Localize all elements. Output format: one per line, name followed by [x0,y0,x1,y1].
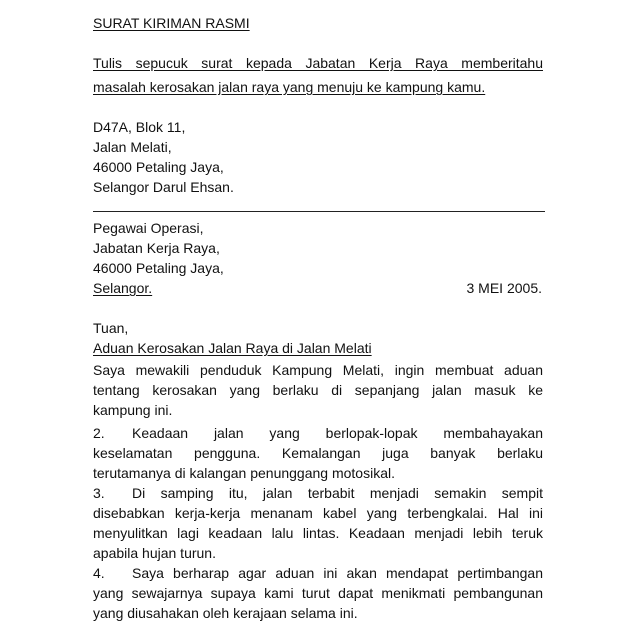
letter-heading: SURAT KIRIMAN RASMI [93,15,250,31]
paragraph-4-line [93,563,543,583]
sender-address-line: 46000 Petaling Jaya, [93,159,224,175]
paragraph-3-line: disebabkan kerja-kerja menanam kabel yang terbengkalai. Hal ini [93,505,543,521]
paragraph-3-line [93,483,543,503]
letter-date: 3 MEI 2005. [466,280,542,296]
paragraph-number: 4. [93,565,105,581]
letter-subject: Aduan Kerosakan Jalan Raya di Jalan Melati [93,340,372,356]
paragraph-text: Keadaan jalan yang berlopak-lopak membahayakan [132,425,543,441]
recipient-address-line: Pegawai Operasi, [93,220,204,236]
paragraph-1-line: Saya mewakili penduduk Kampung Melati, ingin membuat aduan [93,362,543,378]
paragraph-2-line: terutamanya di kalangan penunggang motosikal. [93,465,395,481]
paragraph-text: Saya berharap agar aduan ini akan mendapat pertimbangan [132,565,543,581]
paragraph-number: 2. [93,425,105,441]
instruction-line: masalah kerosakan jalan raya yang menuju ke kampung kamu. [93,79,486,95]
sender-address-line: D47A, Blok 11, [93,119,186,135]
paragraph-text: Di samping itu, jalan terbabit menjadi semakin sempit [132,485,543,501]
paragraph-3-line: menyulitkan lagi keadaan lalu lintas. Keadaan menjadi lebih teruk [93,525,543,541]
paragraph-2-line: keselamatan pengguna. Kemalangan juga banyak berlaku [93,445,543,461]
paragraph-4-line: yang sewajarnya supaya kami turut dapat menikmati pembangunan [93,585,543,601]
recipient-address-line: Selangor. [93,280,153,296]
recipient-address-line: Jabatan Kerja Raya, [93,240,220,256]
paragraph-3-line: apabila hujan turun. [93,545,216,561]
paragraph-number: 3. [93,485,105,501]
instruction-line: Tulis sepucuk surat kepada Jabatan Kerja Raya memberitahu [93,55,543,71]
salutation: Tuan, [93,320,129,336]
divider-line [93,211,545,212]
sender-address-line: Selangor Darul Ehsan. [93,179,234,195]
sender-address-line: Jalan Melati, [93,139,172,155]
paragraph-1-line: tentang kerosakan yang berlaku di sepanjang jalan masuk ke [93,382,543,398]
paragraph-4-line: yang diusahakan oleh kerajaan selama ini. [93,605,358,621]
paragraph-1-line: kampung ini. [93,402,173,418]
recipient-address-line: 46000 Petaling Jaya, [93,260,224,276]
paragraph-2-line [93,423,543,443]
